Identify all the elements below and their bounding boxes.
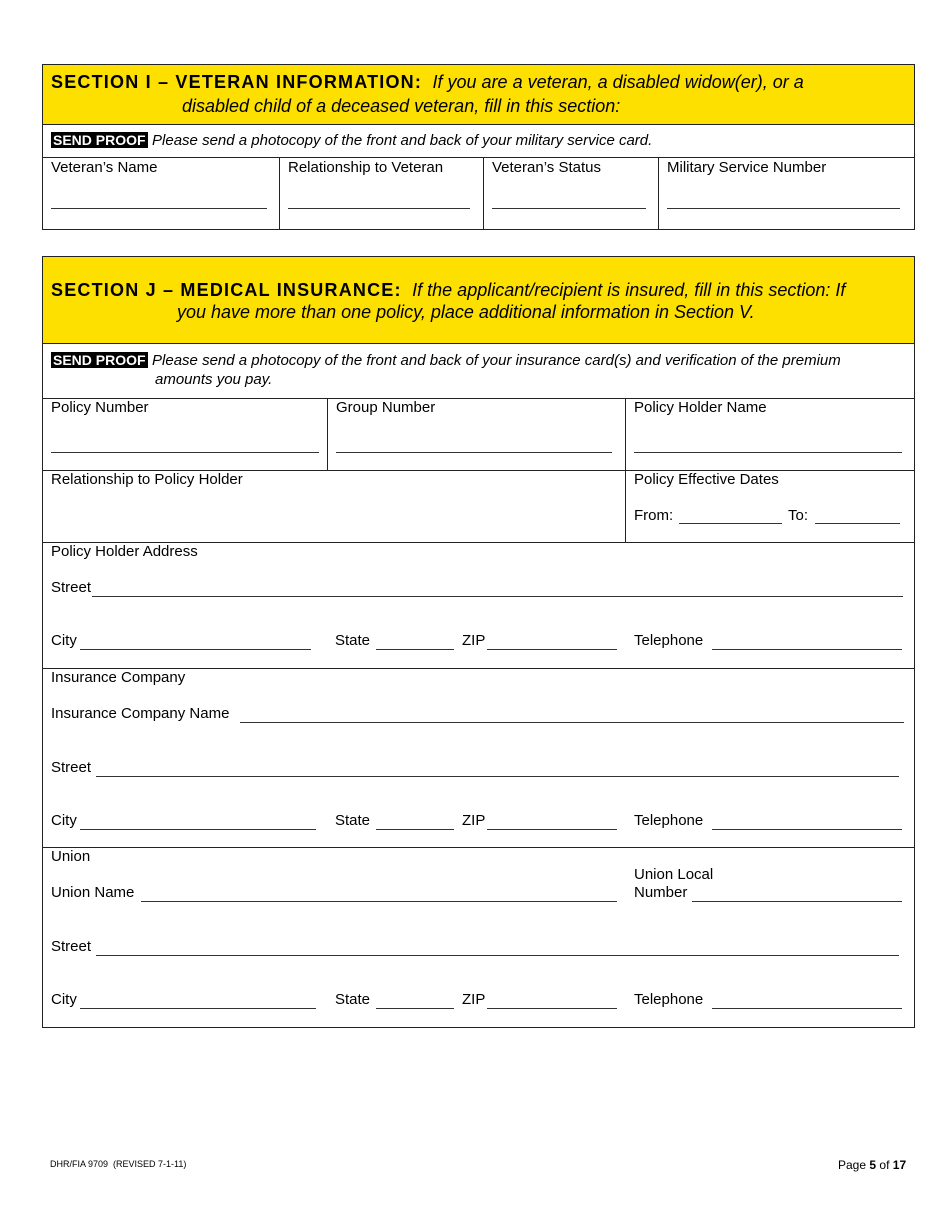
section-i-title: SECTION I – VETERAN INFORMATION: xyxy=(51,72,423,92)
relationship-to-policy-holder-label: Relationship to Policy Holder xyxy=(51,471,243,488)
union-city-label: City xyxy=(51,991,77,1008)
veteran-status-label: Veteran’s Status xyxy=(492,159,601,176)
group-number-label: Group Number xyxy=(336,399,436,416)
group-number-field[interactable] xyxy=(336,452,612,453)
insurance-state-field[interactable] xyxy=(376,829,454,830)
form-id: DHR/FIA 9709 (REVISED 7-1-11) xyxy=(50,1159,187,1169)
section-i-instruction-2: disabled child of a deceased veteran, fill in this section: xyxy=(182,96,621,116)
section-j-title: SECTION J – MEDICAL INSURANCE: xyxy=(51,280,402,300)
policy-number-field[interactable] xyxy=(51,452,319,453)
effective-from-label: From: xyxy=(634,507,674,524)
insurance-zip-label: ZIP xyxy=(462,812,486,829)
insurance-telephone-field[interactable] xyxy=(712,829,902,830)
insurance-company-name-label: Insurance Company Name xyxy=(51,705,230,722)
union-street-label: Street xyxy=(51,938,92,955)
holder-city-field[interactable] xyxy=(80,649,311,650)
policy-holder-address-heading: Policy Holder Address xyxy=(51,543,198,560)
union-zip-field[interactable] xyxy=(487,1008,617,1009)
union-state-field[interactable] xyxy=(376,1008,454,1009)
section-j-instruction-2: you have more than one policy, place additional information in Section V. xyxy=(177,302,755,322)
page-number: 5 xyxy=(869,1158,877,1172)
effective-from-field[interactable] xyxy=(679,523,782,524)
holder-state-label: State xyxy=(335,632,371,649)
union-street-field[interactable] xyxy=(96,955,899,956)
insurance-city-field[interactable] xyxy=(80,829,316,830)
section-j-instruction-1: If the applicant/recipient is insured, fill in this section: If xyxy=(412,280,846,300)
section-j-send-proof-row xyxy=(51,352,841,370)
policy-number-label: Policy Number xyxy=(51,399,149,416)
union-telephone-field[interactable] xyxy=(712,1008,902,1009)
insurance-state-label: State xyxy=(335,812,371,829)
section-i-send-proof-row xyxy=(51,132,652,150)
policy-holder-name-label: Policy Holder Name xyxy=(634,399,767,416)
military-service-number-label: Military Service Number xyxy=(667,159,827,176)
send-proof-text-cont: amounts you pay. xyxy=(155,371,273,388)
union-name-label: Union Name xyxy=(51,884,135,901)
send-proof-text: Please send a photocopy of the front and back of your insurance card(s) and verification of the premium xyxy=(152,352,841,369)
holder-telephone-field[interactable] xyxy=(712,649,902,650)
effective-to-label: To: xyxy=(788,507,809,524)
union-local-label: Union Local xyxy=(634,866,714,883)
divider xyxy=(279,157,280,229)
holder-street-label: Street xyxy=(51,579,92,596)
insurance-street-label: Street xyxy=(51,759,92,776)
holder-state-field[interactable] xyxy=(376,649,454,650)
union-heading: Union xyxy=(51,848,91,865)
insurance-company-name-field[interactable] xyxy=(240,722,904,723)
divider xyxy=(43,398,914,399)
policy-effective-dates-label: Policy Effective Dates xyxy=(634,471,779,488)
divider xyxy=(43,157,914,158)
military-service-number-field[interactable] xyxy=(667,208,900,209)
of-word: of xyxy=(879,1158,890,1172)
union-zip-label: ZIP xyxy=(462,991,486,1008)
policy-holder-name-field[interactable] xyxy=(634,452,902,453)
send-proof-badge: SEND PROOF xyxy=(53,132,146,148)
divider xyxy=(658,157,659,229)
veteran-name-label: Veteran’s Name xyxy=(51,159,158,176)
holder-street-field[interactable] xyxy=(92,596,903,597)
veteran-name-field[interactable] xyxy=(51,208,267,209)
union-city-field[interactable] xyxy=(80,1008,316,1009)
page-word: Page xyxy=(838,1158,867,1172)
holder-telephone-label: Telephone xyxy=(634,632,704,649)
union-local-number-field[interactable] xyxy=(692,901,902,902)
section-j-header-line1 xyxy=(51,280,845,301)
insurance-telephone-label: Telephone xyxy=(634,812,704,829)
union-name-field[interactable] xyxy=(141,901,617,902)
section-i-instruction-1: If you are a veteran, a disabled widow(er), or a xyxy=(432,72,804,92)
relationship-to-veteran-label: Relationship to Veteran xyxy=(288,159,444,176)
page-indicator xyxy=(838,1158,906,1172)
divider xyxy=(483,157,484,229)
holder-zip-field[interactable] xyxy=(487,649,617,650)
page-total: 17 xyxy=(892,1158,907,1172)
union-local-number-label: Number xyxy=(634,884,688,901)
relationship-to-veteran-field[interactable] xyxy=(288,208,470,209)
divider xyxy=(43,847,914,848)
insurance-company-heading: Insurance Company xyxy=(51,669,186,686)
effective-to-field[interactable] xyxy=(815,523,900,524)
union-state-label: State xyxy=(335,991,371,1008)
insurance-zip-field[interactable] xyxy=(487,829,617,830)
union-telephone-label: Telephone xyxy=(634,991,704,1008)
send-proof-badge: SEND PROOF xyxy=(53,352,146,368)
divider xyxy=(327,398,328,470)
insurance-city-label: City xyxy=(51,812,77,829)
send-proof-text: Please send a photocopy of the front and back of your military service card. xyxy=(152,132,653,149)
section-i-header-line1 xyxy=(51,72,804,93)
holder-city-label: City xyxy=(51,632,77,649)
veteran-status-field[interactable] xyxy=(492,208,646,209)
insurance-street-field[interactable] xyxy=(96,776,899,777)
holder-zip-label: ZIP xyxy=(462,632,486,649)
